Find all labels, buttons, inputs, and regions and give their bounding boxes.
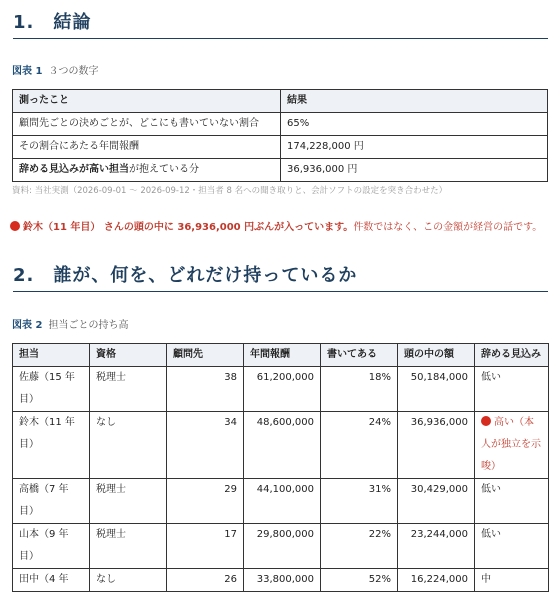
figure-2-title: 担当ごとの持ち高 xyxy=(48,320,129,331)
section-1-heading: 1. 結論 xyxy=(13,12,92,33)
red-alert-icon xyxy=(10,221,20,231)
holdings-table-header xyxy=(13,344,549,367)
cell-in-head-amount: 16,224,000 xyxy=(398,569,475,592)
section-1-rule xyxy=(13,38,548,39)
risk-text: 高い（本人が独立を示唆） xyxy=(481,417,541,472)
cell-clients: 38 xyxy=(167,367,244,412)
cell-clients: 17 xyxy=(167,524,244,569)
header-in-head-amount: 頭の中の額 xyxy=(398,344,475,367)
cell-annual-fee: 48,600,000 xyxy=(244,412,321,479)
cell-clients: 26 xyxy=(167,569,244,592)
cell-annual-fee: 29,800,000 xyxy=(244,524,321,569)
table-row xyxy=(13,113,548,136)
summary-label-emphasis: 辞める見込みが高い担当 xyxy=(19,164,129,175)
summary-label-rest: が抱えている分 xyxy=(129,164,199,175)
section-2-heading: 2. 誰が、何を、どれだけ持っているか xyxy=(13,265,358,286)
table-row xyxy=(13,136,548,159)
cell-qualification: 税理士 xyxy=(90,367,167,412)
cell-staff: 田中（4 年 xyxy=(13,569,90,592)
header-annual-fee: 年間報酬 xyxy=(244,344,321,367)
table-row xyxy=(13,524,549,569)
cell-written: 24% xyxy=(321,412,398,479)
cell-staff: 佐藤（15 年目） xyxy=(13,367,90,412)
cell-written: 18% xyxy=(321,367,398,412)
summary-table xyxy=(12,89,548,182)
cell-qualification: 税理士 xyxy=(90,479,167,524)
header-written: 書いてある xyxy=(321,344,398,367)
key-finding-callout xyxy=(10,218,542,233)
cell-in-head-amount: 30,429,000 xyxy=(398,479,475,524)
cell-qualification: なし xyxy=(90,569,167,592)
table-row xyxy=(13,367,549,412)
cell-staff: 鈴木（11 年目） xyxy=(13,412,90,479)
header-clients: 顧問先 xyxy=(167,344,244,367)
callout-text: 件数ではなく、この金額が経営の話です。 xyxy=(353,222,543,233)
cell-qualification: なし xyxy=(90,412,167,479)
table-row xyxy=(13,412,549,479)
summary-value: 36,936,000 円 xyxy=(281,159,548,182)
cell-annual-fee: 44,100,000 xyxy=(244,479,321,524)
cell-quit-risk: 低い xyxy=(475,524,549,569)
cell-written: 22% xyxy=(321,524,398,569)
figure-2-caption xyxy=(12,316,128,331)
cell-in-head-amount: 36,936,000 xyxy=(398,412,475,479)
cell-annual-fee: 33,800,000 xyxy=(244,569,321,592)
figure-2-label: 図表 2 xyxy=(12,320,43,331)
cell-clients: 34 xyxy=(167,412,244,479)
summary-header-result: 結果 xyxy=(281,90,548,113)
red-alert-icon xyxy=(481,416,491,426)
header-staff: 担当 xyxy=(13,344,90,367)
table-row xyxy=(13,479,549,524)
callout-emphasis: 鈴木（11 年目） さんの頭の中に 36,936,000 円ぶんが入っています。 xyxy=(23,222,354,233)
source-note: 資料: 当社実測（2026-09-01 ～ 2026-09-12・担当者 8 名への聞き取りと、会計ソフトの設定を突き合わせた） xyxy=(12,186,448,196)
table-row xyxy=(13,159,548,182)
summary-label: その割合にあたる年間報酬 xyxy=(13,136,281,159)
cell-quit-risk: 低い xyxy=(475,367,549,412)
section-2-rule xyxy=(13,291,548,292)
summary-label: 顧問先ごとの決めごとが、どこにも書いていない割合 xyxy=(13,113,281,136)
figure-1-title: ３つの数字 xyxy=(48,66,99,77)
cell-quit-risk: 低い xyxy=(475,479,549,524)
cell-quit-risk xyxy=(475,412,549,479)
holdings-table xyxy=(12,343,549,592)
summary-header-measure: 測ったこと xyxy=(13,90,281,113)
cell-staff: 山本（9 年目） xyxy=(13,524,90,569)
cell-quit-risk: 中 xyxy=(475,569,549,592)
header-quit-risk: 辞める見込み xyxy=(475,344,549,367)
summary-value: 174,228,000 円 xyxy=(281,136,548,159)
cell-annual-fee: 61,200,000 xyxy=(244,367,321,412)
summary-value: 65% xyxy=(281,113,548,136)
cell-clients: 29 xyxy=(167,479,244,524)
cell-in-head-amount: 23,244,000 xyxy=(398,524,475,569)
cell-written: 31% xyxy=(321,479,398,524)
cell-in-head-amount: 50,184,000 xyxy=(398,367,475,412)
table-row xyxy=(13,569,549,592)
figure-1-label: 図表 1 xyxy=(12,66,43,77)
cell-staff: 高橋（7 年目） xyxy=(13,479,90,524)
figure-1-caption xyxy=(12,62,98,77)
summary-label xyxy=(13,159,281,182)
header-qualification: 資格 xyxy=(90,344,167,367)
summary-table-header xyxy=(13,90,548,113)
cell-written: 52% xyxy=(321,569,398,592)
cell-qualification: 税理士 xyxy=(90,524,167,569)
